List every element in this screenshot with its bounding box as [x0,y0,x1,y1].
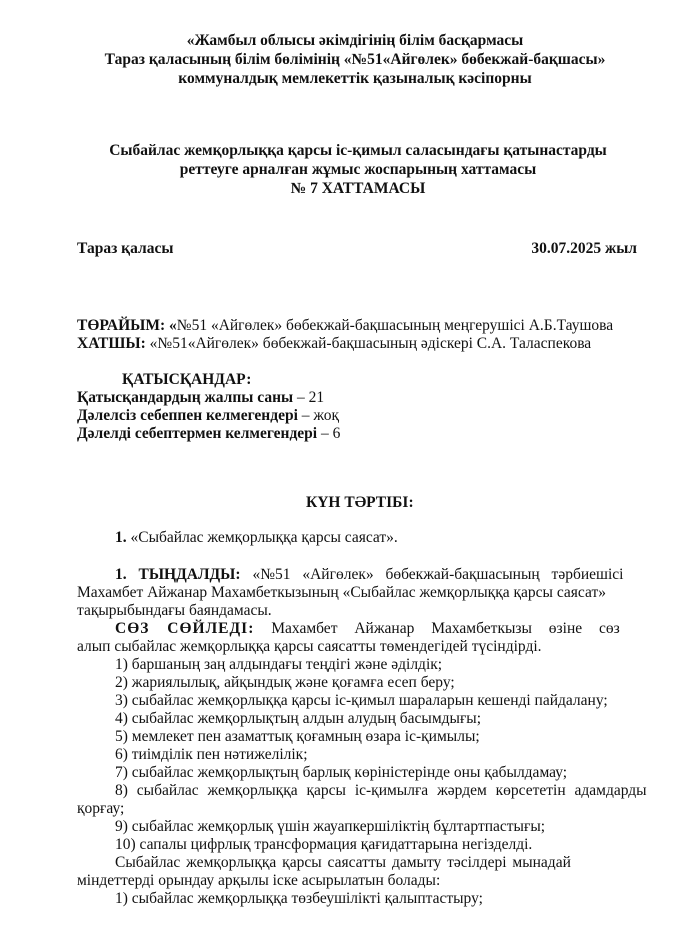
heard-line-3: тақырыбындағы баяндамасы. [77,602,272,619]
secretary-text: «№51«Айгөлек» бөбекжай-бақшасының әдіскері С.А. Таласпекова [145,335,592,352]
spoke-line-1 [115,620,620,638]
heard-line-1 [115,566,639,584]
agenda-heading: КҮН ТӘРТІБІ: [306,494,414,511]
participants-excused-label: Дәлелді себептермен келмегендері [77,425,318,442]
participants-unexcused [77,407,339,425]
principle-9: 9) сыбайлас жемқорлық үшін жауапкершіліктің бұлтартпастығы; [115,818,546,835]
heard-text-1: «№51 «Айгөлек» бөбекжай-бақшасының тәрбиешісі [240,566,624,583]
participants-total [77,389,324,407]
participants-total-label: Қатысқандардың жалпы саны [77,389,294,406]
spoke-label: СӨЗ СӨЙЛЕДІ: [115,620,255,637]
principle-6: 6) тиімділік пен нәтижелілік; [115,746,308,763]
principle-8-cont: қорғау; [77,800,125,817]
principle-7: 7) сыбайлас жемқорлықтың барлық көріністерінде оны қабылдамау; [115,764,568,781]
principle-8: 8) сыбайлас жемқорлыққа қарсы іс-қимылға жәрдем көрсететін адамдарды [115,782,647,799]
secretary-line [77,335,591,353]
agenda-item-1-text: «Сыбайлас жемқорлыққа қарсы саясат». [126,529,398,546]
participants-unexcused-label: Дәлелсіз себеппен келмегендері [77,407,298,424]
principle-2: 2) жариялылық, айқындық және қоғамға есеп беру; [115,674,455,691]
heard-label: 1. ТЫҢДАЛДЫ: [115,566,241,583]
participants-heading: ҚАТЫСҚАНДАР: [122,371,252,388]
participants-excused-value: – 6 [317,425,341,442]
secretary-label: ХАТШЫ: [77,335,146,352]
doc-title-line-1: Сыбайлас жемқорлыққа қарсы іс-қимыл саласындағы қатынастарды [109,142,607,159]
place: Тараз қаласы [77,240,174,257]
spoke-text-1: Махамбет Айжанар Махамбеткызы өзіне сөз [254,620,620,637]
doc-title-line-2: реттеуге арналған жұмыс жоспарының хаттамасы [179,161,537,178]
participants-unexcused-value: – жоқ [297,407,339,424]
principle-4: 4) сыбайлас жемқорлықтың алдын алудың басымдығы; [115,710,482,727]
methods-line-2: міндеттерді орындау арқылы іске асырылатын болады: [77,872,441,889]
participants-excused [77,425,340,443]
org-header-line-2: Тараз қаласының білім бөлімінің «№51«Айгөлек» бөбекжай-бақшасы» [104,51,606,68]
principle-10: 10) сапалы цифрлық трансформация қағидаттарына негізделді. [115,836,533,853]
agenda-item-1 [115,529,398,547]
methods-item-1: 1) сыбайлас жемқорлыққа төзбеушілікті қалыптастыру; [115,890,483,907]
participants-total-value: – 21 [293,389,325,406]
org-header-line-1: «Жамбыл облысы әкімдігінің білім басқармасы [186,32,524,49]
methods-line-1: Сыбайлас жемқорлыққа қарсы саясатты дамыту тәсілдері мынадай [115,854,571,871]
chair-label: ТӨРАЙЫМ: « [77,317,177,334]
agenda-item-1-num: 1. [115,529,127,546]
heard-line-2: Махамбет Айжанар Махамбеткызының «Сыбайлас жемқорлыққа қарсы саясат» [77,584,606,601]
org-header-line-3: коммуналдық мемлекеттік қазыналық кәсіпорны [178,70,532,87]
doc-title-number: № 7 ХАТТАМАСЫ [290,180,426,197]
principle-3: 3) сыбайлас жемқорлыққа қарсы іс-қимыл шараларын кешенді пайдалану; [115,692,608,709]
date: 30.07.2025 жыл [531,240,637,257]
chair-text: №51 «Айгөлек» бөбекжай-бақшасының меңгерушісі А.Б.Таушова [176,317,614,334]
principle-1: 1) баршаның заң алдындағы теңдігі және әділдік; [115,656,443,673]
spoke-line-2: алып сыбайлас жемқорлыққа қарсы саясатты төмендегідей түсіндірді. [77,638,542,655]
chair-line [77,317,613,335]
principle-5: 5) мемлекет пен азаматтық қоғамның өзара іс-қимылы; [115,728,480,745]
